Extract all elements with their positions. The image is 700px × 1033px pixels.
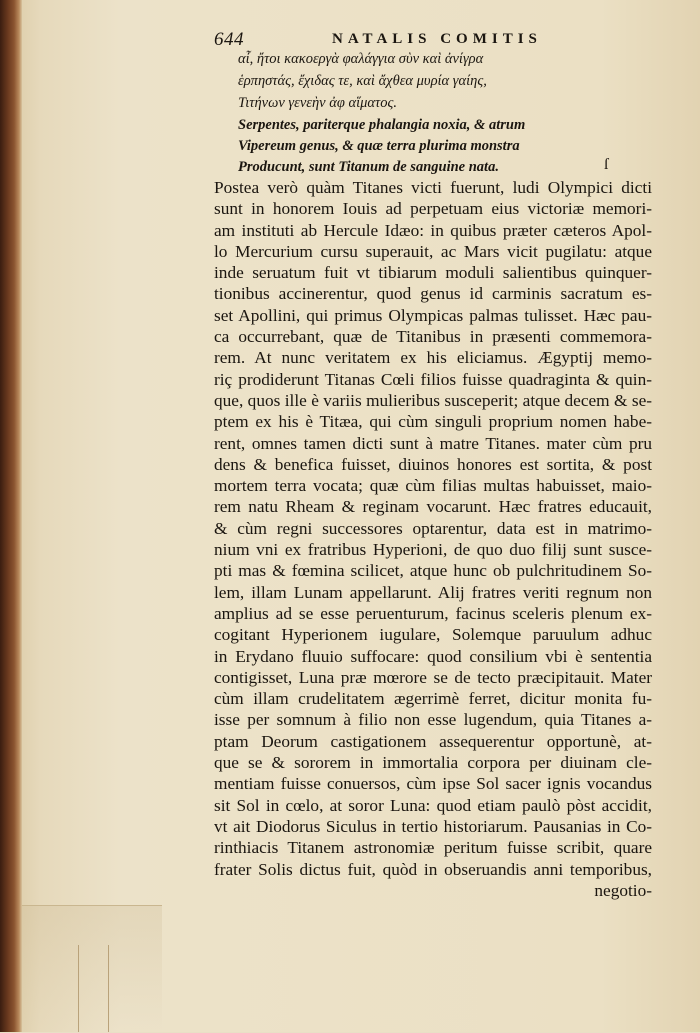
body-text-line: que se & sororem in immortalia corpora per diuinam cle-: [214, 753, 652, 773]
page-number: 644: [214, 29, 244, 50]
body-text-line: pti mas & fœmina scilicet, atque hunc ob pulchritudinem So-: [214, 561, 652, 581]
greek-verse-line: αἶ, ἤτοι κακοεργὰ φαλάγγια σὺν καὶ ἀνίγρα: [238, 51, 484, 67]
body-text-line: nium vni ex fratribus Hyperioni, de quo duo filij sunt susce-: [214, 540, 652, 560]
body-text-line: frater Solis dictus fuit, quòd in obseruandis anni temporibus,: [214, 859, 652, 879]
body-text-line: que, quos ille è variis mulieribus susceperit; atque decem & se-: [214, 390, 652, 410]
latin-verse-line: Serpentes, pariterque phalangia noxia, & atrum: [238, 117, 526, 133]
verse-end-mark: ſ: [604, 156, 609, 173]
body-text-line: vt ait Diodorus Siculus in tertio historiarum. Pausanias in Co-: [214, 816, 652, 836]
body-text: [214, 177, 652, 901]
body-text-line: ptem ex his è Titæa, qui cùm singuli proprium nomen habe-: [214, 412, 652, 432]
body-text-line: dens & benefica fuisset, diuinos honores est sortita, & post: [214, 454, 652, 474]
greek-verse-line: Τιτήνων γενεὴν ἀφ αἵματος.: [238, 95, 397, 111]
latin-verse-line: Producunt, sunt Titanum de sanguine nata.: [238, 159, 499, 175]
body-text-line: contigisset, Luna præ mœrore se de tecto præcipitauit. Mater: [214, 667, 652, 687]
body-text-line: rem. At nunc veritatem ex his eliciamus. Ægyptij memo-: [214, 348, 652, 368]
book-spine: [0, 0, 22, 1032]
body-text-line: rem natu Rheam & reginam vocarunt. Hæc fratres educauit,: [214, 497, 652, 517]
page-edge-line: [78, 945, 79, 1032]
latin-verse-line: Vipereum genus, & quæ terra plurima monstra: [238, 138, 520, 154]
body-text-line: & cùm regni successores optarentur, data est in matrimo-: [214, 518, 652, 538]
body-text-line: lo Mercurium cursu superauit, ac Mars vicit pugilatu: atque: [214, 241, 652, 261]
running-title: NATALIS COMITIS: [332, 31, 542, 47]
body-text-line: negotio-: [594, 880, 652, 900]
page-header: [214, 29, 584, 51]
body-text-line: lem, illam Lunam appellarunt. Alij fratres veriti regnum non: [214, 582, 652, 602]
greek-verse-line: ἑρπηστάς, ἔχιδας τε, καὶ ἄχθεα μυρία γαίης,: [238, 73, 487, 89]
body-text-line: rinthiacis Titanem astronomiæ peritum fuisse scribit, quare: [214, 838, 652, 858]
body-text-line: set Apollini, qui primus Olympicas palmas tulisset. Hæc pau-: [214, 305, 652, 325]
body-text-line: inde seruatum fuit vt tibiarum moduli salientibus quinquer-: [214, 263, 652, 283]
body-text-line: isse per somnum à filio non esse lugendum, quia Titanes a-: [214, 710, 652, 730]
body-text-line: rent, omnes tamen dicti sunt à matre Titanes. mater cùm pru: [214, 433, 652, 453]
body-text-line: amplius ad se esse peruenturum, facinus sceleris plenum ex-: [214, 603, 652, 623]
body-text-line: ca occurrebant, quæ de Titanibus in præsenti commemora-: [214, 327, 652, 347]
body-text-line: am instituti ab Hercule Idæo: in quibus præter cæteros Apol-: [214, 220, 652, 240]
body-text-line: in Erydano fluuio suffocare: quod consilium vbi è sententia: [214, 646, 652, 666]
body-text-line: mentiam fuisse conuersos, cùm ipse Sol sacer ignis vocandus: [214, 774, 652, 794]
body-text-line: mortem terra vocata; quæ cùm filias multas habuisset, maio-: [214, 476, 652, 496]
body-text-line: cùm illam crudelitatem ægerrimè ferret, dicitur monita fu-: [214, 689, 652, 709]
body-text-line: tionibus accinerentur, quod genus id carminis sacratum es-: [214, 284, 652, 304]
body-text-line: sit Sol in cœlo, at soror Luna: quod etiam paulò pòst accidit,: [214, 795, 652, 815]
body-text-line: sunt in honorem Iouis ad perpetuam eius victoriæ memori-: [214, 199, 652, 219]
page-edge-shadow: [22, 905, 162, 1033]
body-text-line: ptam Deorum castigationem assequerentur opportunè, at-: [214, 731, 652, 751]
body-text-line: Postea verò quàm Titanes victi fuerunt, ludi Olympici dicti: [214, 178, 652, 197]
body-text-line: riç prodiderunt Titanas Cœli filios fuisse quadraginta & quin-: [214, 369, 652, 389]
page-edge-line: [108, 945, 109, 1032]
body-text-line: cogitant Hyperionem iugulare, Solemque paruulum adhuc: [214, 625, 652, 645]
